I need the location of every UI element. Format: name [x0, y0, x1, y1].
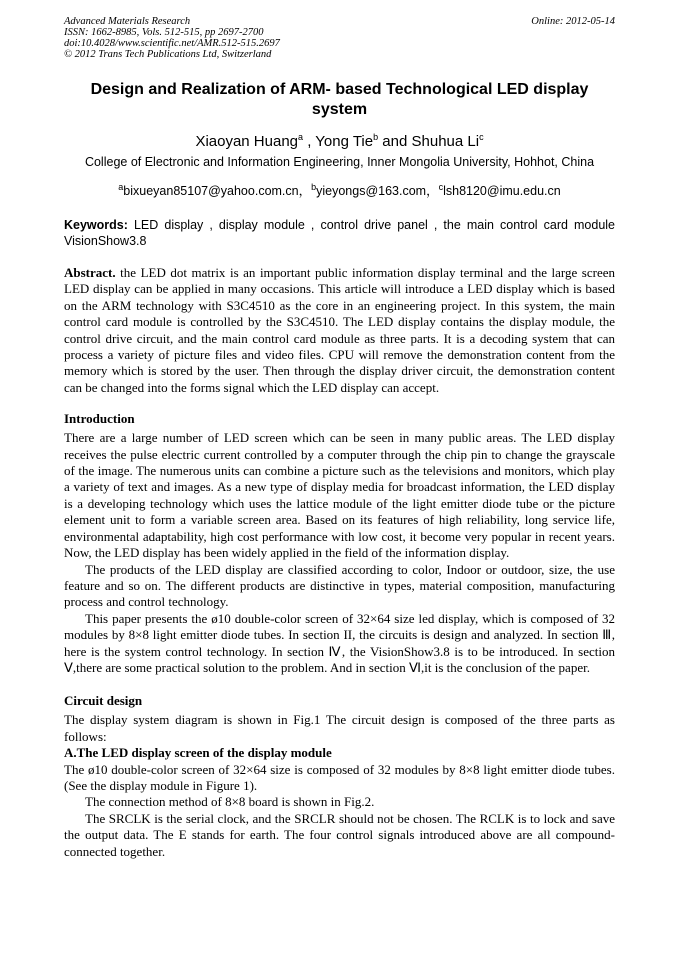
section-heading-introduction: Introduction: [64, 411, 135, 427]
email-link[interactable]: lsh8120@imu.edu.cn: [443, 184, 561, 198]
paragraph: The products of the LED display are classified according to color, Indoor or outdoor, size, the use feature and so on. The different products are distinctive in types, material composition, manufacturing process and control technology.: [64, 561, 615, 610]
author-emails: [64, 181, 615, 199]
email-link[interactable]: yieyongs@163.com，: [316, 184, 439, 198]
paper-page: [64, 16, 615, 860]
online-date: Online: 2012-05-14: [531, 16, 615, 27]
abstract-text: the LED dot matrix is an important public information display terminal and the large screen LED display can be applied in many occasions. This article will introduce a LED display which is based on the ARM technology with S3C4510 as the core in an engineering project. In this system, the main control card module is controlled by the S3C4510. The LED display contains the display module, the control drive circuit, and the main control card module as three parts. It is a decoding system that can process a variety of picture files and video files. CPU will remove the demonstration content from the memory which is stored by the user. Then through the display driver circuit, the demonstration content can be changed into the forms signal which the LED display can accept.: [64, 265, 615, 395]
email-mark: b: [311, 181, 317, 192]
author-affil-mark: c: [479, 132, 484, 142]
journal-header: [64, 16, 615, 60]
keywords: [64, 217, 615, 249]
email-mark: a: [118, 181, 124, 192]
abstract-label: Abstract.: [64, 265, 116, 280]
circuit-body: [64, 712, 615, 860]
paragraph: There are a large number of LED screen which can be seen in many public areas. The LED display receives the pulse electric current controlled by a computer through the chip pin to change the grayscale of the image. The numerous units can combine a picture such as the televisions and monitors, which play a variety of text and images. As a new type of display media for broadcast information, the LED display is a developing technology which uses the lattice module of the light emitter diode tube or the picture element unit to form a variable screen area. Based on its features of high reliability, long service life, environmental adaptability, high cost performance with low cost, it become very popular in recent years. Now, the LED display has been widely applied in the field of the information display.: [64, 430, 615, 561]
keywords-text: LED display , display module , control drive panel , the main control card module VisionShow3.8: [64, 218, 615, 248]
paragraph: The SRCLK is the serial clock, and the SRCLR should not be chosen. The RCLK is to lock and save the output data. The E stands for earth. The four control signals introduced above are all compound-connected together.: [64, 810, 615, 859]
author-name: Shuhua Li: [411, 133, 480, 150]
paragraph: The connection method of 8×8 board is shown in Fig.2.: [85, 794, 375, 810]
section-heading-circuit-design: Circuit design: [64, 693, 143, 709]
email-mark: c: [438, 181, 444, 192]
author-list: [64, 132, 615, 150]
journal-name: Advanced Materials Research: [64, 16, 191, 27]
author-separator: ,: [303, 133, 316, 150]
paragraph: The display system diagram is shown in Fig.1 The circuit design is composed of the three parts as follows:: [64, 712, 615, 744]
paper-title: Design and Realization of ARM- based Technological LED display system: [90, 81, 589, 118]
affiliation: College of Electronic and Information Engineering, Inner Mongolia University, Hohhot, China: [84, 155, 595, 169]
introduction-body: [64, 430, 615, 676]
subsection-heading: A.The LED display screen of the display module: [64, 745, 332, 761]
copyright-line: © 2012 Trans Tech Publications Ltd, Switzerland: [64, 49, 272, 60]
author-name: Xiaoyan Huang: [195, 133, 299, 150]
issn-line: ISSN: 1662-8985, Vols. 512-515, pp 2697-2700: [64, 27, 264, 38]
author-name: Yong Tie: [315, 133, 374, 150]
abstract: [64, 265, 615, 396]
doi-line: doi:10.4028/www.scientific.net/AMR.512-515.2697: [64, 38, 280, 49]
email-link[interactable]: bixueyan85107@yahoo.com.cn，: [123, 184, 312, 198]
keywords-label: Keywords:: [64, 218, 128, 232]
author-separator: and: [378, 133, 412, 150]
paragraph: This paper presents the ø10 double-color screen of 32×64 size led display, which is composed of 32 modules by 8×8 light emitter diode tubes. In section II, the circuits is design and analyzed. In section Ⅲ, here is the system control technology. In section Ⅳ, the VisionShow3.8 is to be introduced. In section Ⅴ,there are some practical solution to the problem. And in section Ⅵ,it is the conclusion of the paper.: [64, 610, 615, 675]
author-affil-mark: b: [373, 132, 379, 142]
author-affil-mark: a: [298, 132, 304, 142]
paragraph: The ø10 double-color screen of 32×64 size is composed of 32 modules by 8×8 light emitter diode tubes. (See the display module in Figure 1).: [64, 761, 615, 793]
